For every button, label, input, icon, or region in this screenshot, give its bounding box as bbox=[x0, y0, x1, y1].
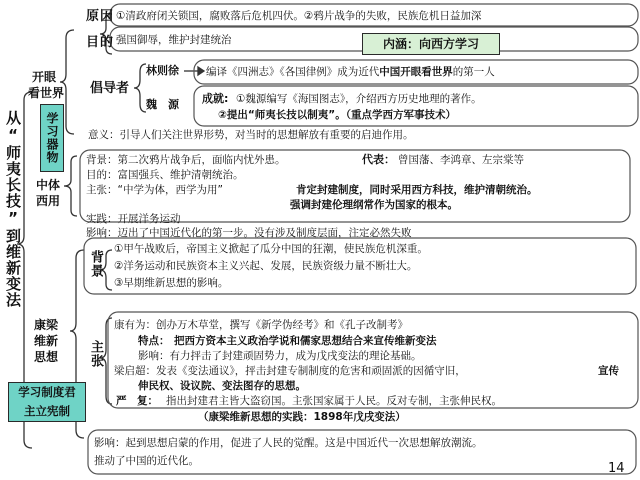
kang-feature: 把西方资本主义政治学说和儒家思想结合来宣传维新变法 bbox=[174, 335, 437, 347]
kang-text: 康有为：创办万木草堂，撰写《新学伪经考》和《孔子改制考》 bbox=[114, 319, 408, 331]
achievement-1: ①魏源编写《海国图志》，介绍西方历史地理的著作。 bbox=[236, 93, 482, 105]
zhongti-label-line2: 西用 bbox=[36, 194, 61, 208]
reason-label: 原因 bbox=[86, 9, 115, 24]
zhongti-idea-label: 主张：“中学为体，西学为用” bbox=[86, 184, 223, 196]
advocator-label: 倡导者 bbox=[90, 81, 130, 96]
zhongti-purpose: 目的：富国强兵、维护清朝统治。 bbox=[86, 169, 244, 181]
zhongti-practice: 实践：开展洋务运动 bbox=[86, 213, 181, 225]
kangliang-impact-1: 影响：起到思想启蒙的作用，促进了人民的觉醒。这是中国近代一次思想解放潮流。 bbox=[94, 437, 483, 449]
kangliang-label-line1: 康梁 bbox=[34, 318, 59, 332]
learn-system-tag-text: 学习制度君主立宪制 bbox=[18, 385, 76, 418]
kangliang-background-label: 背景 bbox=[88, 250, 103, 278]
kaiyan-label-line2: 看世界 bbox=[28, 86, 65, 100]
purpose-text: 强国御辱，维护封建统治 bbox=[116, 34, 232, 46]
root-label: 从“师夷长技”到维新变法 bbox=[4, 110, 22, 308]
kang-impact: 影响：有力抨击了封建顽固势力，成为戊戌变法的理论基础。 bbox=[138, 350, 422, 362]
person-wei: 魏 源 bbox=[146, 98, 179, 111]
liang-text-b: 伸民权、设议院、变法图存的思想。 bbox=[138, 380, 306, 392]
zhongti-idea-bold-1: 肯定封建制度，同时采用西方科技，维护清朝统治。 bbox=[296, 184, 538, 196]
kaiyan-meaning: 意义：引导人们关注世界形势，对当时的思想解放有重要的启迪作用。 bbox=[88, 129, 414, 141]
kangliang-label-line3: 思想 bbox=[34, 350, 59, 364]
kangliang-impact-2: 推动了中国的近代化。 bbox=[94, 455, 199, 467]
kangliang-practice: （康梁维新思想的实践：1898年戊戌变法） bbox=[198, 411, 406, 423]
kangliang-bg-3: ③早期维新思想的影响。 bbox=[114, 277, 229, 289]
kaiyan-label-line1: 开眼 bbox=[32, 70, 57, 84]
zhongti-impact: 影响：迈出了中国近代化的第一步。没有涉及制度层面，注定必然失败 bbox=[86, 227, 412, 239]
achievement-2: ②提出“师夷长技以制夷”。（重点学西方军事技术） bbox=[218, 109, 456, 121]
yan-text: 指出封建君主皆大盗窃国。主张国家属于人民。反对专制，主张伸民权。 bbox=[166, 395, 502, 407]
zhongti-rep-label: 代表： bbox=[362, 153, 395, 166]
core-idea-box: 内涵：向西方学习 bbox=[362, 33, 500, 55]
reason-text: ①清政府闭关锁国，腐败落后危机四伏。②鸦片战争的失败，民族危机日益加深 bbox=[116, 10, 482, 22]
kangliang-label-line2: 维新 bbox=[34, 334, 59, 348]
yan-label: 严 复： bbox=[116, 395, 158, 407]
zhongti-label-line1: 中体 bbox=[36, 178, 61, 192]
liang-text-bold: 宣传 bbox=[598, 365, 619, 377]
achievement-label: 成就: bbox=[202, 92, 229, 105]
learn-system-tag bbox=[8, 382, 86, 422]
page-number: 14 bbox=[608, 461, 625, 476]
liang-text-a: 梁启超：发表《变法通议》，抨击封建专制制度的危害和顽固派的因循守旧， bbox=[114, 365, 466, 377]
kang-feature-label: 特点： bbox=[138, 335, 170, 347]
purpose-label: 目的 bbox=[86, 35, 115, 50]
kangliang-bg-2: ②洋务运动和民族资本主义兴起、发展，民族资级力量不断壮大。 bbox=[114, 260, 418, 272]
zhongti-rep-text: 曾国藩、李鸿章、左宗棠等 bbox=[398, 154, 524, 166]
kangliang-bg-1: ①甲午战败后，帝国主义掀起了瓜分中国的狂潮，使民族危机深重。 bbox=[114, 243, 428, 255]
learn-tools-tag: 学习器物 bbox=[40, 104, 64, 172]
person-lin: 林则徐 bbox=[146, 64, 179, 77]
kangliang-idea-label: 主张 bbox=[88, 340, 103, 368]
lin-text: 编译《四洲志》《各国律例》成为近代中国开眼看世界的第一人 bbox=[206, 66, 495, 78]
zhongti-background: 背景：第二次鸦片战争后，面临内忧外患。 bbox=[86, 154, 286, 166]
zhongti-idea-bold-2: 强调封建伦理纲常作为国家的根本。 bbox=[290, 199, 458, 211]
